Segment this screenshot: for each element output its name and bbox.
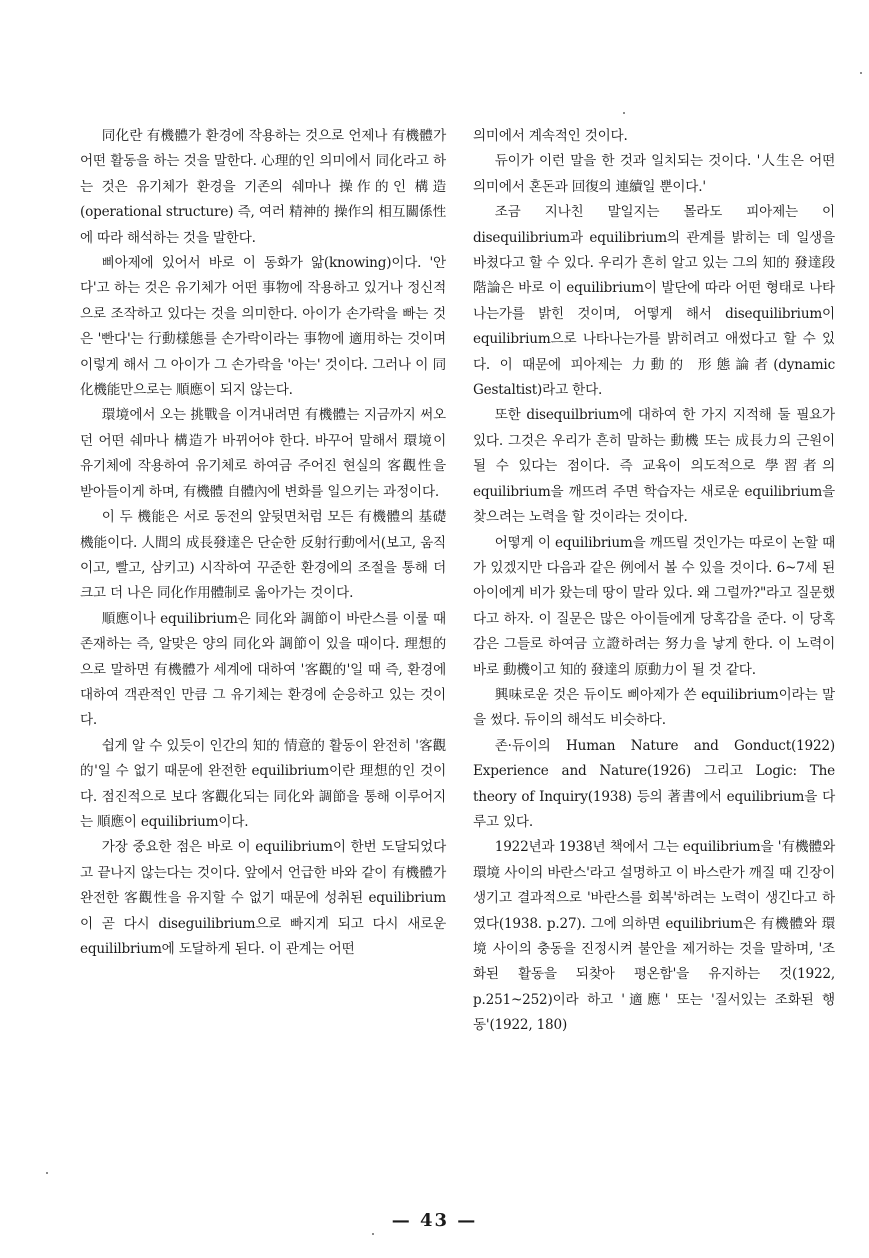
paragraph: 삐아제에 있어서 바로 이 동화가 앎(knowing)이다. '안다'고 하는 것은 유기체가 어떤 事物에 작용하고 있거나 정신적으로 조작하고 있다는 것을 의미한다. 아이가 손가락을 빠는 것은 '빤다'는 行動樣態를 손가락이라는 事物에 適用하는 것이며 이렇게 해서 그 아이가 그 손가락을 '아는' 것이다. 그러나 이 同化機能만으로는 順應이 되지 않는다. bbox=[80, 255, 446, 399]
paragraph: 順應이나 equilibrium은 同化와 調節이 바란스를 이룰 때 존재하는 즉, 알맞은 양의 同化와 調節이 있을 때이다. 理想的으로 말하면 有機體가 세계에 대하여 '客觀的'일 때 즉, 환경에 대하여 객관적인 만큼 그 유기체는 환경에 순응하고 있는 것이다. bbox=[80, 610, 446, 729]
paragraph: 쉽게 알 수 있듯이 인간의 知的 情意的 활동이 완전히 '客觀的'일 수 없기 때문에 완전한 equilibrium이란 理想的인 것이다. 점진적으로 보다 客觀化되는 同化와 調節을 통해 이루어지는 順應이 equilibrium이다. bbox=[80, 737, 446, 830]
paragraph: 이 두 機能은 서로 동전의 앞뒷면처럼 모든 有機體의 基礎機能이다. 人間의 成長發達은 단순한 反射行動에서(보고, 움직이고, 빨고, 삼키고) 시작하여 꾸준한 환경에의 조절을 통해 더 크고 더 나은 同化作用體制로 옮아가는 것이다. bbox=[80, 509, 446, 602]
right-column bbox=[473, 124, 835, 1039]
paragraph: 同化란 有機體가 환경에 작용하는 것으로 언제나 有機體가 어떤 활동을 하는 것을 말한다. 心理的인 의미에서 同化라고 하는 것은 유기체가 환경을 기존의 쉐마나 操作的인 構造(operational structure) 즉, 여러 精神的 操作의 相互關係性에 따라 해석하는 것을 말한다. bbox=[80, 128, 446, 246]
paragraph: 듀이가 이런 말을 한 것과 일치되는 것이다. '人生은 어떤 의미에서 혼돈과 回復의 連續일 뿐이다.' bbox=[473, 153, 835, 195]
paragraph: 環境에서 오는 挑戰을 이겨내려면 有機體는 지금까지 써오던 어떤 쉐마나 構造가 바뀌어야 한다. 바꾸어 말해서 環境이 유기체에 작용하여 유기체로 하여금 주어진 현실의 客觀性을 받아들이게 하며, 有機體 自體內에 변화를 일으키는 과정이다. bbox=[80, 407, 446, 500]
scan-speck bbox=[860, 72, 862, 74]
paragraph: 존·듀이의 Human Nature and Gonduct(1922) Experience and Nature(1926) 그리고 Logic: The theory of Inquiry(1938) 등의 著書에서 equilibrium을 다루고 있다. bbox=[473, 737, 835, 830]
page-number: — 43 — bbox=[391, 1210, 478, 1231]
paragraph: 어떻게 이 equilibrium을 깨뜨릴 것인가는 따로이 논할 때가 있겠지만 다음과 같은 例에서 볼 수 있을 것이다. 6~7세 된 아이에게 비가 왔는데 땅이 말라 있다. 왜 그럴까?"라고 질문했다고 하자. 이 질문은 많은 아이들에게 당혹감을 준다. 이 당혹감은 그들로 하여금 立證하려는 努力을 낳게 한다. 이 노력이 바로 動機이고 知的 發達의 原動力이 될 것 같다. bbox=[473, 534, 835, 678]
left-column bbox=[80, 124, 446, 962]
paragraph: 조금 지나친 말일지는 몰라도 피아제는 이 disequilibrium과 equilibrium의 관계를 밝히는 데 일생을 바쳤다고 할 수 있다. 우리가 흔히 알고 있는 그의 知的 發達段階論은 바로 이 equilibrium이 발단에 따라 어떤 형태로 나타나는가를 밝힌 것이며, 어떻게 해서 disequilibrium이 equilibrium으로 나타나는가를 밝히려고 애썼다고 할 수 있다. 이 때문에 피아제는 力動的 形態論者(dynamic Gestaltist)라고 한다. bbox=[473, 204, 835, 399]
paragraph: 1922년과 1938년 책에서 그는 equilibrium을 '有機體와 環境 사이의 바란스'라고 설명하고 이 바스란가 깨질 때 긴장이 생기고 결과적으로 '바란스를 회복'하려는 노력이 생긴다고 하였다(1938. p.27). 그에 의하면 equilibrium은 有機體와 環境 사이의 충동을 진정시켜 불안을 제거하는 것을 말하며, '조화된 활동을 되찾아 평온함'을 유지하는 것(1922, p.251~252)이라 하고 '適應' 또는 '질서있는 조화된 행동'(1922, 180) bbox=[473, 839, 835, 1034]
paragraph-continued: 의미에서 계속적인 것이다. bbox=[473, 128, 628, 144]
scan-speck bbox=[623, 112, 625, 114]
scan-speck bbox=[372, 1233, 374, 1235]
paragraph: 가장 중요한 점은 바로 이 equilibrium이 한번 도달되었다고 끝나지 않는다는 것이다. 앞에서 언급한 바와 같이 有機體가 완전한 客觀性을 유지할 수 없기 때문에 성취된 equilibrium이 곧 다시 diseguilibrium으로 빠지게 되고 다시 새로운 equililbrium에 도달하게 된다. 이 관계는 어떤 bbox=[80, 839, 446, 957]
paragraph: 또한 disequilbrium에 대하여 한 가지 지적해 둘 필요가 있다. 그것은 우리가 흔히 말하는 動機 또는 成長力의 근원이 될 수 있다는 점이다. 즉 교육이 의도적으로 學習者의 equilibrium을 깨뜨려 주면 학습자는 새로운 equilibrium을 찾으려는 노력을 할 것이라는 것이다. bbox=[473, 407, 835, 526]
paragraph: 興味로운 것은 듀이도 삐아제가 쓴 equilibrium이라는 말을 썼다. 듀이의 해석도 비슷하다. bbox=[473, 686, 835, 729]
scan-speck bbox=[46, 1172, 48, 1174]
